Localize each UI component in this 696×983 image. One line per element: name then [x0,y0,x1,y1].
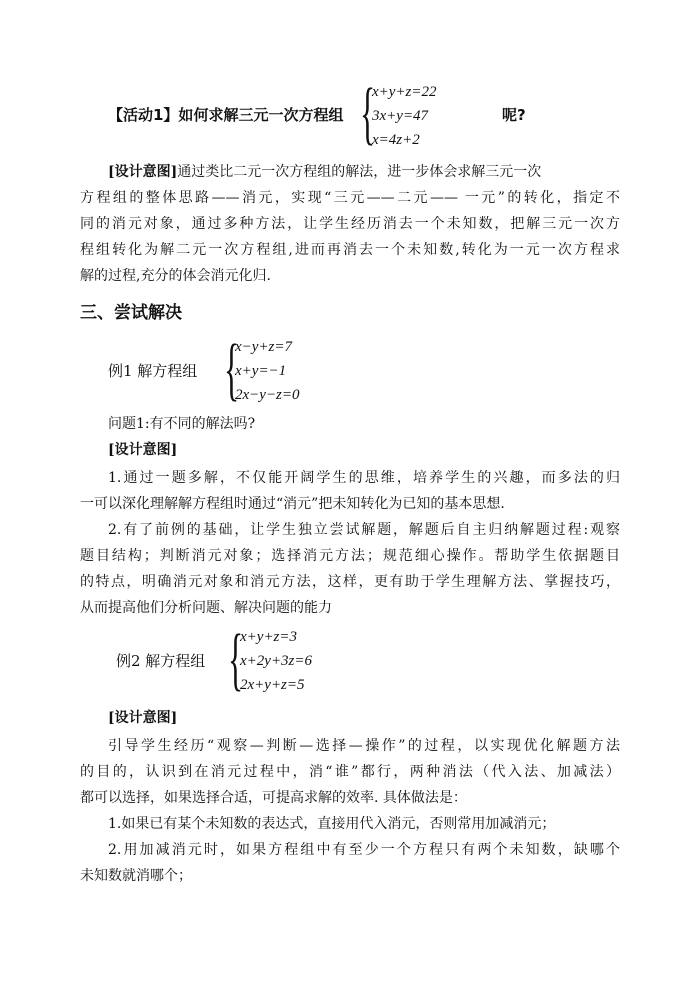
example-2-brace: { [228,621,244,698]
design-text-line: 方程组的整体思路——消元，实现“三元——二元—— 一元”的转化，指定不 [80,190,620,206]
example-2-equations [240,625,312,697]
design-paragraph-first-line [108,162,620,182]
design-text-line: 题目结构；判断消元对象；选择消元方法；规范细心操作。帮助学生依据题目 [80,548,620,564]
equation: x+y+z=22 [372,84,437,100]
example-1-equations [235,335,300,407]
design-text: 通过类比二元一次方程组的解法，进一步体会求解三元一次 [177,164,542,180]
equation: x+y+z=3 [240,629,298,645]
equation: x−y+z=7 [235,339,293,355]
activity-suffix: 呢? [502,106,526,124]
design-intent-tag: [设计意图] [108,164,178,180]
design-text-line: 从而提高他们分析问题、解决问题的能力 [80,600,332,616]
design-text-line: 程组转化为解二元一次方程组,进而再消去一个未知数,转化为一元一次方程求 [80,242,620,258]
activity-label: 【活动1】如何求解三元一次方程组 [108,106,344,124]
design-text-line: 一可以深化理解解方程组时通过“消元”把未知转化为已知的基本思想. [80,496,505,512]
design-text-line: 1.通过一题多解，不仅能开阔学生的思维，培养学生的兴趣，而多法的归 [108,470,620,486]
design-text-line: 解的过程,充分的体会消元化归. [80,268,271,284]
design-text-line: 都可以选择，如果选择合适，可提高求解的效率. 具体做法是： [80,790,467,806]
design-text-line: 同的消元对象，通过多种方法，让学生经历消去一个未知数，把解三元一次方 [80,216,620,232]
equation: 3x+y=47 [372,108,429,124]
equation: 2x−y−z=0 [235,387,300,403]
design-intent-tag: [设计意图] [108,442,178,458]
question-1: 问题1:有不同的解法吗? [108,416,256,432]
design-text-line: 的特点，明确消元对象和消元方法，这样，更有助于学生理解方法、掌握技巧， [80,574,620,590]
design-text-line: 1.如果已有某个未知数的表达式，直接用代入消元，否则常用加减消元； [108,816,556,832]
equation: x=4z+2 [372,132,420,148]
design-text-line: 2.有了前例的基础，让学生独立尝试解题，解题后自主归纳解题过程:观察 [108,522,620,538]
equation: x+2y+3z=6 [240,653,313,669]
example-1-label: 例1 解方程组 [108,362,198,380]
activity-equations [372,80,437,152]
design-text-line: 的目的，认识到在消元过程中，消“谁”都行，两种消法（代入法、加减法） [80,764,620,780]
activity-brace: { [360,75,376,152]
equation: x+y=−1 [235,363,287,379]
equation: 2x+y+z=5 [240,677,305,693]
section-heading: 三、尝试解决 [80,303,182,323]
design-text-line: 2.用加减消元时，如果方程组中有至少一个方程只有两个未知数，缺哪个 [108,842,620,858]
design-text-line: 未知数就消哪个； [80,868,192,884]
example-1-brace: { [224,331,240,408]
example-2-label: 例2 解方程组 [116,652,206,670]
design-intent-tag: [设计意图] [108,710,178,726]
design-text-line: 引导学生经历“观察—判断—选择—操作”的过程，以实现优化解题方法 [108,738,620,754]
